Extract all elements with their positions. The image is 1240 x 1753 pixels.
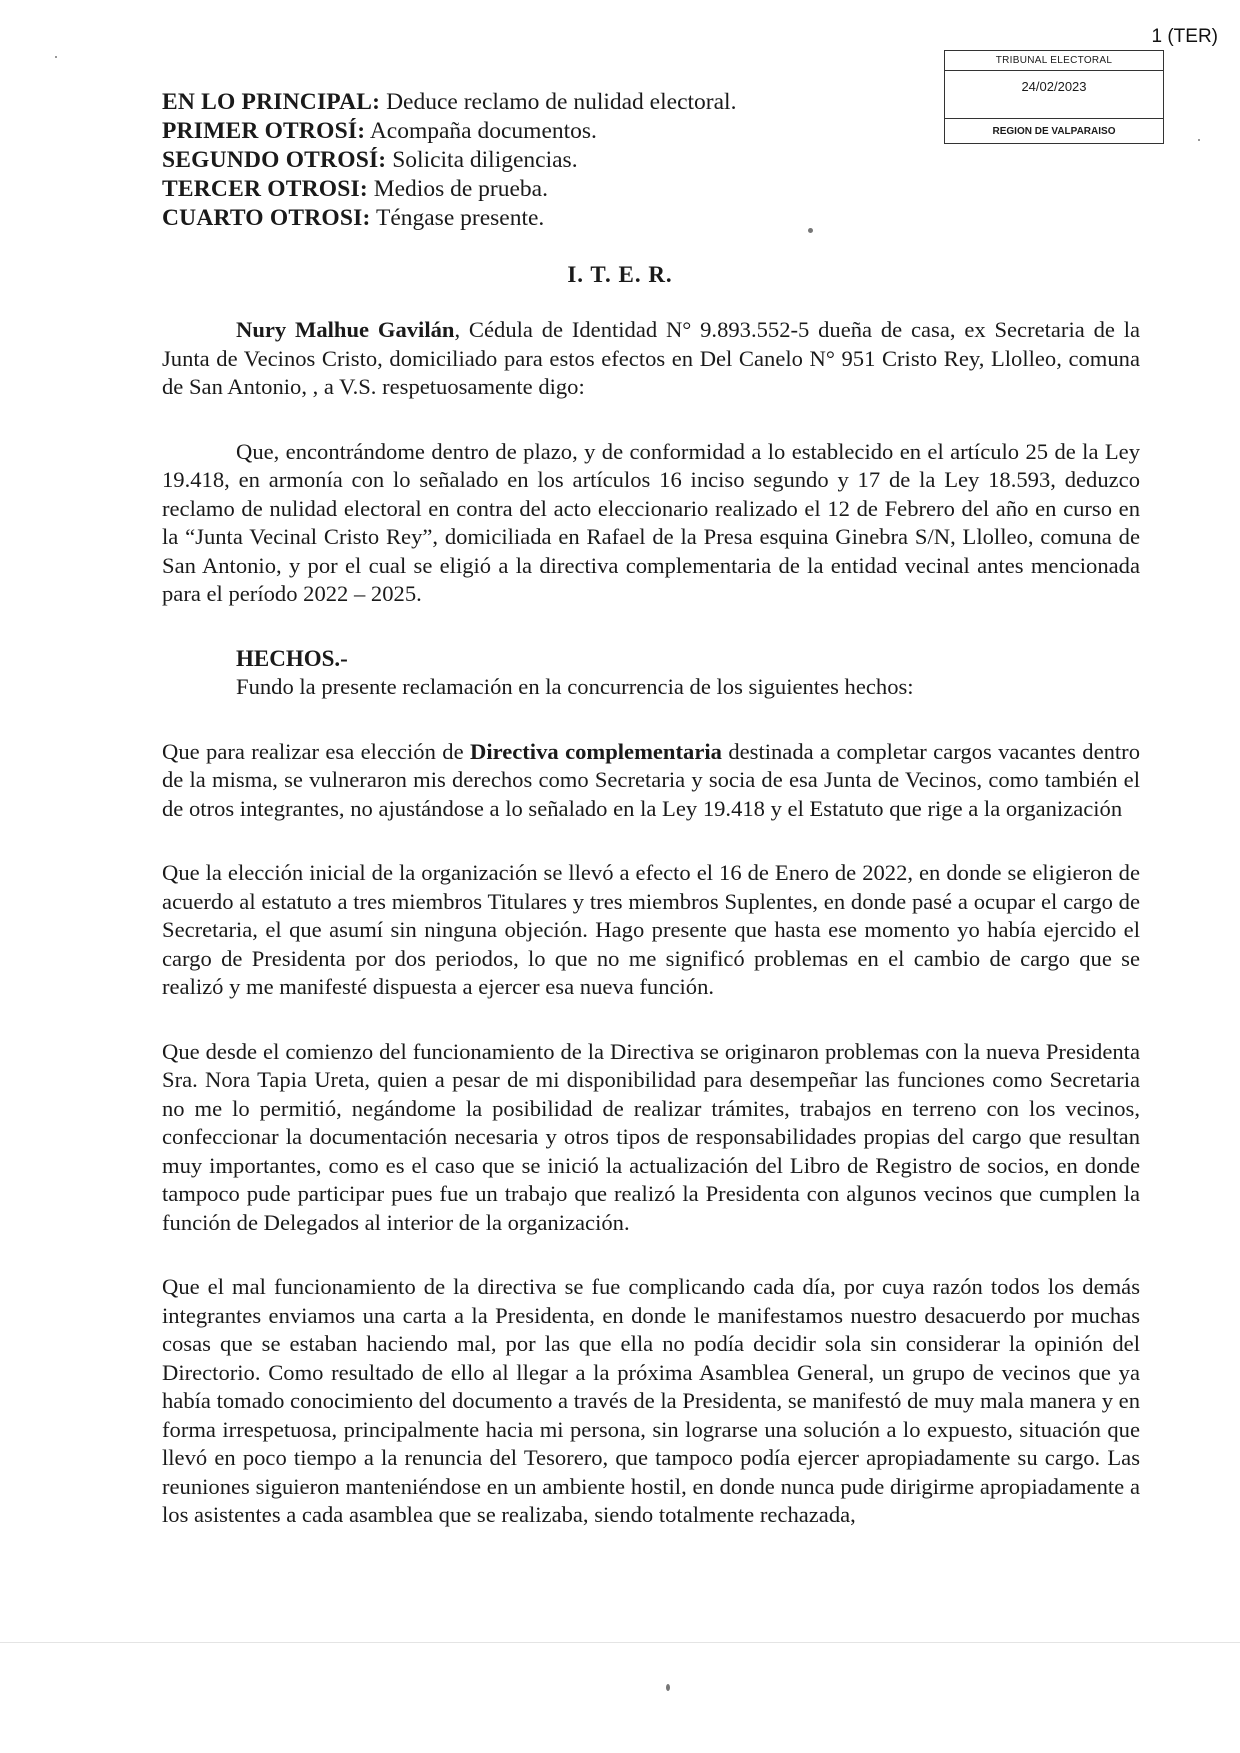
stamp-header: TRIBUNAL ELECTORAL	[945, 51, 1163, 71]
intro-text: , Cédula de Identidad N° 9.893.552-5 dueña de casa, ex Secretaria de la Junta de Vecinos Cristo, domiciliado para estos efectos en Del Canelo N° 951 Cristo Rey, Llolleo, comuna de San Antonio, , a V.S. respetuosamente digo:	[162, 317, 1141, 399]
tribunal-stamp	[944, 50, 1164, 144]
summary-line	[162, 146, 736, 175]
intro-paragraph	[162, 316, 1140, 402]
summary-text: Acompaña documentos.	[369, 118, 597, 144]
facts-paragraph-3: Que desde el comienzo del funcionamiento de la Directiva se originaron problemas con la nueva Presidenta Sra. Nora Tapia Ureta, quien a pesar de mi disponibilidad para desempeñar las funciones como Secretaria no me lo permitió, negándome la posibilidad de realizar trámites, trabajos en terreno con los vecinos, confeccionar la documentación necesaria y otros tipos de responsabilidades propias del cargo que resultan muy importantes, como es el caso que se inició la actualización del Libro de Registro de socios, en donde tampoco pude participar pues fue un trabajo que realizó la Presidenta con algunos vecinos que cumplen la función de Delegados al interior de la organización.	[162, 1038, 1140, 1235]
facts-paragraph-1	[162, 738, 1140, 824]
page-number: 1 (TER)	[1151, 26, 1218, 47]
hechos-heading: HECHOS.-	[236, 645, 348, 671]
summary-text: Téngase presente.	[375, 205, 545, 231]
summary-label: SEGUNDO OTROSÍ:	[162, 147, 387, 173]
p1-bold: Directiva complementaria	[470, 738, 722, 764]
summary-line	[162, 117, 736, 146]
summary-label: TERCER OTROSI:	[162, 176, 368, 202]
p1-before: Que para realizar esa elección de	[162, 738, 471, 764]
claim-paragraph: Que, encontrándome dentro de plazo, y de conformidad a lo establecido en el artículo 25 de la Ley 19.418, en armonía con lo señalado en los artículos 16 inciso segundo y 17 de la Ley 18.593, deduzco reclamo de nulidad electoral en contra del acto eleccionario realizado el 12 de Febrero del año en curso en la “Junta Vecinal Cristo Rey”, domiciliada en Rafael de la Presa esquina Ginebra S/N, Llolleo, comuna de San Antonio, y por el cual se eligió a la directiva complementaria de la entidad vecinal antes mencionada para el período 2022 – 2025.	[162, 438, 1140, 606]
stamp-date: 24/02/2023	[945, 71, 1163, 119]
summary-label: PRIMER OTROSÍ:	[162, 118, 366, 144]
hechos-lead: Fundo la presente reclamación en la concurrencia de los siguientes hechos:	[236, 674, 914, 699]
court-addressee: I. T. E. R.	[567, 262, 673, 287]
petition-summary	[162, 88, 736, 233]
p1-after: destinada a completar cargos vacantes dentro de la misma, se vulneraron mis derechos como Secretaria y socia de esa Junta de Vecinos, como también el de otros integrantes, no ajustándose a lo señalado en la Ley 19.418 y el Estatuto que rige a la organización	[162, 738, 1141, 821]
summary-text: Medios de prueba.	[373, 176, 548, 202]
facts-paragraph-4: Que el mal funcionamiento de la directiva se fue complicando cada día, por cuya razón todos los demás integrantes enviamos una carta a la Presidenta, en donde le manifestamos nuestro desacuerdo por muchas cosas que se estaban haciendo mal, por las que ella no podía decidir sola sin considerar la opinión del Directorio. Como resultado de ello al llegar a la próxima Asamblea General, un grupo de vecinos que ya había tomado conocimiento del documento a través de la Presidenta, se manifestó de muy mala manera y en forma irrespetuosa, principalmente hacia mi persona, sin lograrse una solución a lo expuesto, situación que llevó en poco tiempo a la renuncia del Tesorero, que tampoco podía ejercer apropiadamente su cargo. Las reuniones siguieron manteniéndose en un ambiente hostil, en donde nunca pude dirigirme apropiadamente a los asistentes a cada asamblea que se realizaba, siendo totalmente rechazada,	[162, 1274, 1140, 1527]
scan-speck	[808, 228, 813, 233]
summary-line	[162, 204, 736, 233]
summary-text: Deduce reclamo de nulidad electoral.	[386, 89, 737, 115]
scan-edge-line	[0, 1642, 1240, 1643]
summary-label: EN LO PRINCIPAL:	[162, 89, 381, 115]
scan-speck	[1198, 139, 1200, 141]
summary-line	[162, 175, 736, 204]
petitioner-name: Nury Malhue Gavilán	[236, 317, 455, 342]
scan-speck	[55, 56, 57, 58]
summary-line	[162, 88, 736, 117]
facts-paragraph-2: Que la elección inicial de la organización se llevó a efecto el 16 de Enero de 2022, en donde se eligieron de acuerdo al estatuto a tres miembros Titulares y tres miembros Suplentes, en donde pasé a ocupar el cargo de Secretaria, el que asumí sin ninguna objeción. Hago presente que hasta ese momento yo había ejercido el cargo de Presidenta por dos periodos, lo que no me significó problemas en el cambio de cargo que se realizó y me manifesté dispuesta a ejercer esa nueva función.	[162, 860, 1140, 999]
summary-label: CUARTO OTROSI:	[162, 205, 371, 231]
document-body	[162, 316, 1140, 1530]
scan-speck	[666, 1684, 670, 1691]
stamp-region: REGION DE VALPARAISO	[992, 125, 1116, 137]
summary-text: Solicita diligencias.	[392, 147, 578, 173]
